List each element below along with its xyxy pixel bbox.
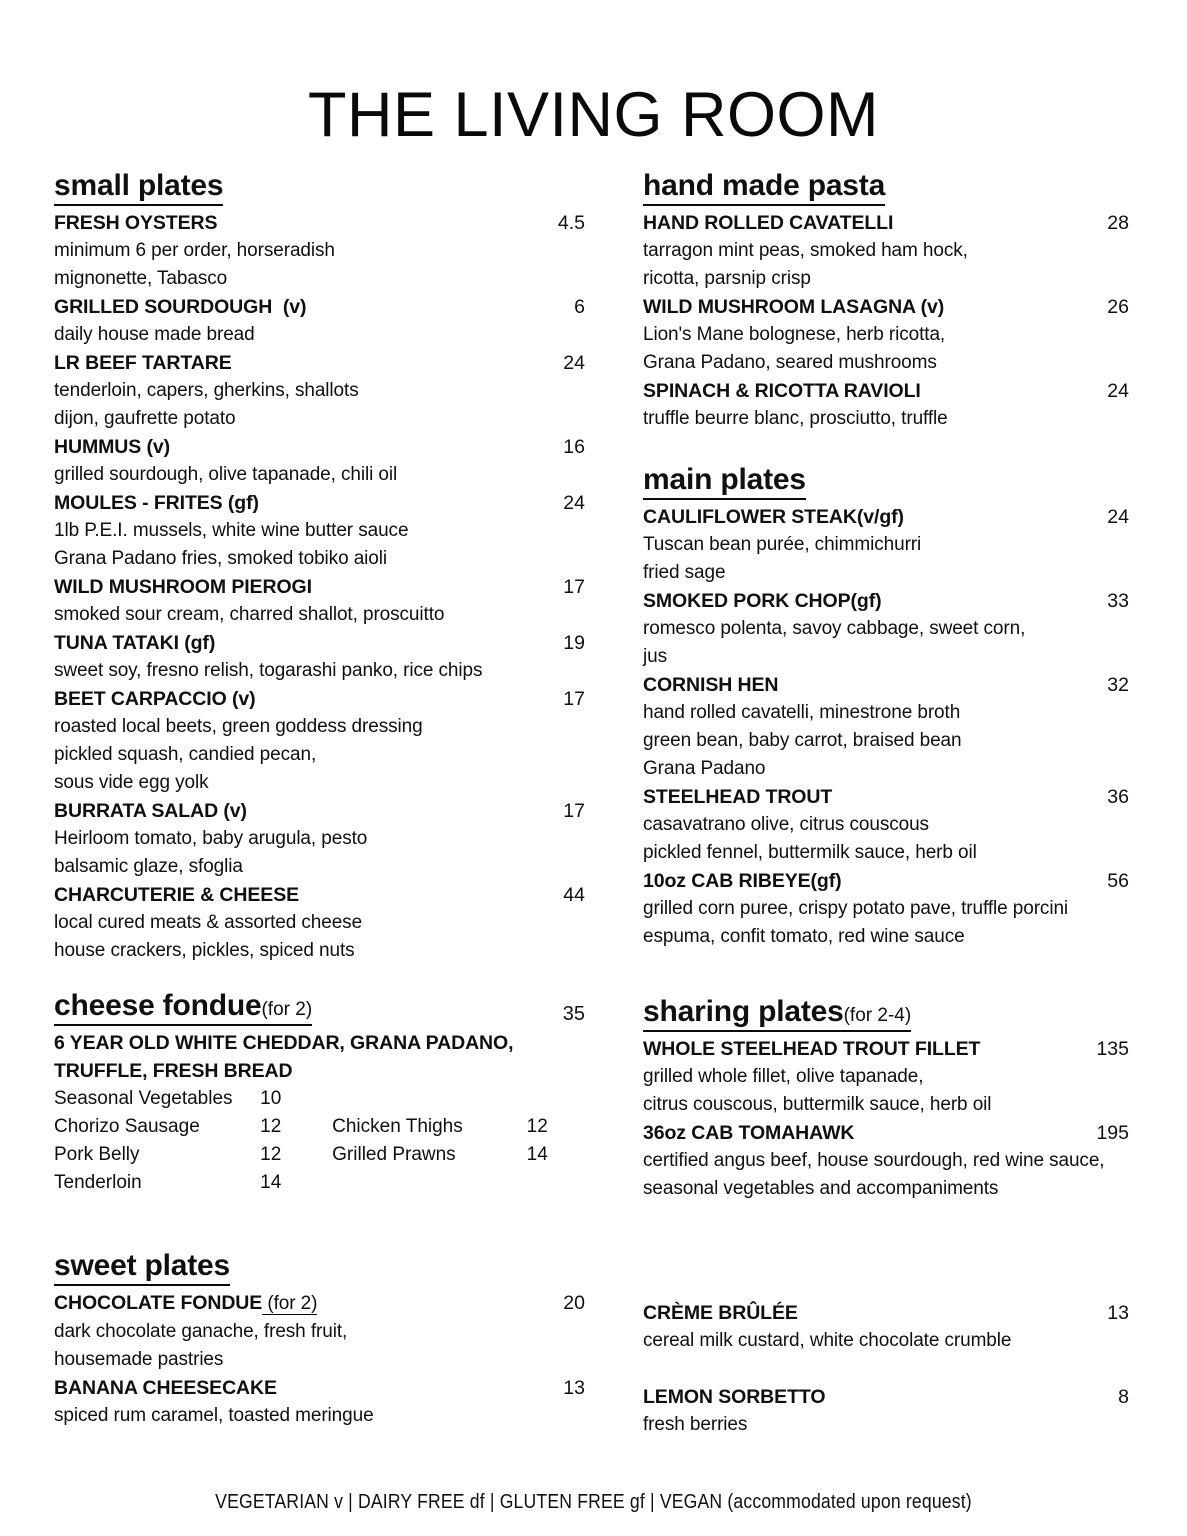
menu-item-row [54, 1374, 585, 1402]
menu-item-description: hand rolled cavatelli, minestrone broth [643, 702, 961, 723]
menu-item-description: local cured meats & assorted cheese [54, 912, 363, 933]
menu-item-row [54, 685, 585, 713]
cheese-fondue-subtitle-line: TRUFFLE, FRESH BREAD [54, 1060, 293, 1082]
menu-item-description: Lion's Mane bolognese, herb ricotta, [643, 324, 946, 345]
cheese-fondue-subtitle [54, 1029, 585, 1085]
menu-item-row [643, 1299, 1129, 1327]
menu-item-name: MOULES - FRITES (gf) [54, 492, 259, 514]
fondue-addon-row [54, 1169, 585, 1197]
menu-item-price: 36 [1107, 786, 1129, 808]
sweet-plates-right-column [643, 1299, 1129, 1439]
menu-item-name: BURRATA SALAD (v) [54, 800, 247, 822]
menu-item-name: 36oz CAB TOMAHAWK [643, 1122, 855, 1144]
menu-item-description: fresh berries [643, 1414, 748, 1435]
section-heading-small-plates [54, 169, 223, 206]
section-small-plates [54, 169, 585, 965]
menu-item-price: 24 [563, 352, 585, 374]
menu-item-row [643, 377, 1129, 405]
menu-item-price: 4.5 [557, 212, 585, 234]
menu-item-description: dark chocolate ganache, fresh fruit, [54, 1321, 348, 1342]
menu-item-description: 1lb P.E.I. mussels, white wine butter sauce [54, 520, 409, 541]
menu-item-description: pickled fennel, buttermilk sauce, herb oil [643, 842, 977, 863]
menu-item-description: fried sage [643, 562, 726, 583]
menu-item-name: CHARCUTERIE & CHEESE [54, 884, 300, 906]
cheese-fondue-price: 35 [562, 1003, 585, 1025]
menu-item-price: 24 [563, 492, 585, 514]
menu-item-price: 8 [1118, 1386, 1129, 1408]
menu-item-row [54, 881, 585, 909]
menu-item-description: Tuscan bean purée, chimmichurri [643, 534, 922, 555]
section-cheese-fondue [54, 989, 585, 1197]
menu-item-description: truffle beurre blanc, prosciutto, truffle [643, 408, 948, 429]
section-heading-text: hand made pasta [643, 169, 886, 202]
sweet-plates-left-items [54, 1289, 585, 1430]
fondue-addon-price: 14 [260, 1172, 282, 1193]
menu-item-price: 56 [1107, 870, 1129, 892]
menu-item-price: 17 [563, 576, 585, 598]
menu-item-description: smoked sour cream, charred shallot, proscuitto [54, 604, 445, 625]
fondue-addon-price: 10 [260, 1088, 282, 1109]
menu-item-price: 19 [563, 632, 585, 654]
menu-item-description: casavatrano olive, citrus couscous [643, 814, 929, 835]
menu-item-name-suffix: (for 2) [262, 1293, 318, 1314]
menu-item-row [54, 797, 585, 825]
menu-item-description: daily house made bread [54, 324, 255, 345]
menu-item-price: 13 [1107, 1302, 1129, 1324]
menu-item-price: 17 [563, 800, 585, 822]
menu-item-description: green bean, baby carrot, braised bean [643, 730, 962, 751]
menu-item-name: WHOLE STEELHEAD TROUT FILLET [643, 1038, 981, 1060]
menu-item-row [54, 629, 585, 657]
fondue-addon-row [54, 1141, 585, 1169]
menu-item-row [643, 293, 1129, 321]
menu-item-price: 33 [1107, 590, 1129, 612]
menu-item-description: cereal milk custard, white chocolate crumble [643, 1330, 1012, 1351]
menu-item-description: pickled squash, candied pecan, [54, 744, 317, 765]
fondue-addon-name [332, 1085, 527, 1113]
cheese-fondue-heading-row [54, 989, 585, 1029]
section-heading-text: sweet plates [54, 1249, 231, 1282]
menu-columns [0, 169, 1187, 1439]
section-heading-text: cheese fondue [54, 989, 262, 1022]
menu-item-name: BEET CARPACCIO (v) [54, 688, 256, 710]
menu-item-description: certified angus beef, house sourdough, red wine sauce, [643, 1150, 1105, 1171]
menu-item-description: romesco polenta, savoy cabbage, sweet corn, [643, 618, 1026, 639]
menu-item-description: sweet soy, fresno relish, togarashi panko, rice chips [54, 660, 483, 681]
menu-item-row [54, 433, 585, 461]
menu-item-price: 13 [563, 1377, 585, 1399]
menu-item-name: 10oz CAB RIBEYE(gf) [643, 870, 842, 892]
menu-item-description: housemade pastries [54, 1349, 224, 1370]
menu-item-name: WILD MUSHROOM LASAGNA (v) [643, 296, 945, 318]
fondue-addon-name [332, 1169, 527, 1197]
sharing-plates-items [643, 1035, 1129, 1203]
hand-made-pasta-items [643, 209, 1129, 433]
menu-item-description: minimum 6 per order, horseradish [54, 240, 335, 261]
menu-item-name: HUMMUS (v) [54, 436, 170, 458]
fondue-addon-name: Tenderloin [54, 1172, 142, 1193]
menu-item-description: roasted local beets, green goddess dressing [54, 716, 423, 737]
section-sharing-plates [643, 995, 1129, 1203]
menu-item-name: CRÈME BRÛLÉE [643, 1302, 798, 1324]
section-heading-suffix: (for 2-4) [843, 1005, 912, 1026]
menu-item-price: 6 [574, 296, 585, 318]
fondue-addon-price: 12 [260, 1116, 282, 1137]
menu-item-name: WILD MUSHROOM PIEROGI [54, 576, 312, 598]
menu-item-description: grilled whole fillet, olive tapanade, [643, 1066, 924, 1087]
menu-item-price: 195 [1096, 1122, 1129, 1144]
menu-item-description: espuma, confit tomato, red wine sauce [643, 926, 965, 947]
menu-item-row [643, 867, 1129, 895]
menu-item-name: CORNISH HEN [643, 674, 779, 696]
menu-item-description: sous vide egg yolk [54, 772, 209, 793]
menu-item-name: HAND ROLLED CAVATELLI [643, 212, 894, 234]
menu-item-price: 32 [1107, 674, 1129, 696]
menu-item-description: tenderloin, capers, gherkins, shallots [54, 380, 359, 401]
fondue-addon-name: Chorizo Sausage [54, 1116, 200, 1137]
menu-item-row [643, 503, 1129, 531]
fondue-addon-name: Chicken Thighs [332, 1116, 463, 1137]
section-heading-cheese-fondue [54, 989, 312, 1026]
menu-item-description: tarragon mint peas, smoked ham hock, [643, 240, 968, 261]
menu-item-name: STEELHEAD TROUT [643, 786, 833, 808]
menu-item-name: BANANA CHEESECAKE [54, 1377, 277, 1399]
fondue-addon-name: Grilled Prawns [332, 1144, 456, 1165]
menu-item-description: ricotta, parsnip crisp [643, 268, 811, 289]
menu-item-name: LR BEEF TARTARE [54, 352, 232, 374]
main-plates-items [643, 503, 1129, 951]
menu-item-description: mignonette, Tabasco [54, 268, 228, 289]
menu-item-description: Heirloom tomato, baby arugula, pesto [54, 828, 368, 849]
menu-item-description: Grana Padano [643, 758, 766, 779]
menu-item-description: citrus couscous, buttermilk sauce, herb oil [643, 1094, 992, 1115]
cheese-fondue-subtitle-line: 6 YEAR OLD WHITE CHEDDAR, GRANA PADANO, [54, 1032, 514, 1054]
left-column [0, 169, 585, 1430]
fondue-addon-row [54, 1113, 585, 1141]
menu-item-name: TUNA TATAKI (gf) [54, 632, 216, 654]
menu-item-price: 44 [563, 884, 585, 906]
menu-item-row [54, 1289, 585, 1318]
right-column [585, 169, 1187, 1439]
menu-item-row [643, 209, 1129, 237]
fondue-addon-price: 14 [526, 1144, 548, 1165]
menu-item-row [54, 293, 585, 321]
section-hand-made-pasta [643, 169, 1129, 433]
menu-item-description: jus [643, 646, 667, 667]
cheese-fondue-addons [54, 1085, 585, 1197]
section-heading-suffix: (for 2) [261, 999, 313, 1020]
menu-item-name: GRILLED SOURDOUGH (v) [54, 296, 307, 318]
section-heading-text: main plates [643, 463, 806, 496]
menu-item-description: grilled sourdough, olive tapanade, chili oil [54, 464, 398, 485]
menu-item-price: 28 [1107, 212, 1129, 234]
section-heading-main-plates [643, 463, 806, 500]
item-spacer [643, 1355, 1129, 1383]
menu-item-row [643, 1119, 1129, 1147]
menu-item-price: 26 [1107, 296, 1129, 318]
menu-item-price: 16 [563, 436, 585, 458]
menu-item-description: grilled corn puree, crispy potato pave, truffle porcini [643, 898, 1069, 919]
menu-item-price: 24 [1107, 380, 1129, 402]
fondue-addon-name: Seasonal Vegetables [54, 1088, 233, 1109]
menu-item-name: FRESH OYSTERS [54, 212, 218, 234]
menu-item-price: 24 [1107, 506, 1129, 528]
menu-item-description: seasonal vegetables and accompaniments [643, 1178, 999, 1199]
fondue-addon-name: Pork Belly [54, 1144, 140, 1165]
small-plates-items [54, 209, 585, 965]
section-sweet-plates [54, 1249, 585, 1430]
menu-item-name: CHOCOLATE FONDUE (for 2) [54, 1292, 318, 1314]
menu-item-description: balsamic glaze, sfoglia [54, 856, 243, 877]
menu-item-name: CAULIFLOWER STEAK(v/gf) [643, 506, 904, 528]
section-main-plates [643, 463, 1129, 951]
menu-item-row [643, 1035, 1129, 1063]
section-heading-sweet-plates [54, 1249, 230, 1286]
menu-item-price: 135 [1096, 1038, 1129, 1060]
menu-item-name: SPINACH & RICOTTA RAVIOLI [643, 380, 921, 402]
fondue-addon-price: 12 [526, 1116, 548, 1137]
menu-item-row [643, 783, 1129, 811]
menu-item-row [643, 1383, 1129, 1411]
fondue-addon-price: 12 [260, 1144, 282, 1165]
menu-item-description: Grana Padano fries, smoked tobiko aioli [54, 548, 388, 569]
sweet-plates-right-items [643, 1299, 1129, 1439]
menu-item-description: spiced rum caramel, toasted meringue [54, 1405, 374, 1426]
menu-item-row [54, 489, 585, 517]
dietary-legend: VEGETARIAN v | DAIRY FREE df | GLUTEN FREE gf | VEGAN (accommodated upon request) [215, 1491, 972, 1513]
menu-item-price: 17 [563, 688, 585, 710]
menu-item-row [54, 349, 585, 377]
fondue-addon-row [54, 1085, 585, 1113]
fondue-addon-price [527, 1169, 585, 1197]
menu-item-description: house crackers, pickles, spiced nuts [54, 940, 355, 961]
restaurant-title: THE LIVING ROOM [307, 80, 880, 150]
section-heading-text: small plates [54, 169, 224, 202]
menu-item-price: 20 [563, 1292, 585, 1314]
fondue-addon-price [527, 1085, 585, 1113]
section-heading-sharing-plates [643, 995, 911, 1032]
menu-item-name: SMOKED PORK CHOP(gf) [643, 590, 882, 612]
menu-item-row [643, 671, 1129, 699]
menu-item-row [643, 587, 1129, 615]
section-heading-text: sharing plates [643, 995, 844, 1028]
menu-item-description: dijon, gaufrette potato [54, 408, 236, 429]
menu-item-description: Grana Padano, seared mushrooms [643, 352, 937, 373]
menu-item-name: LEMON SORBETTO [643, 1386, 826, 1408]
section-heading-hand-made-pasta [643, 169, 885, 206]
menu-item-row [54, 573, 585, 601]
menu-item-row [54, 209, 585, 237]
